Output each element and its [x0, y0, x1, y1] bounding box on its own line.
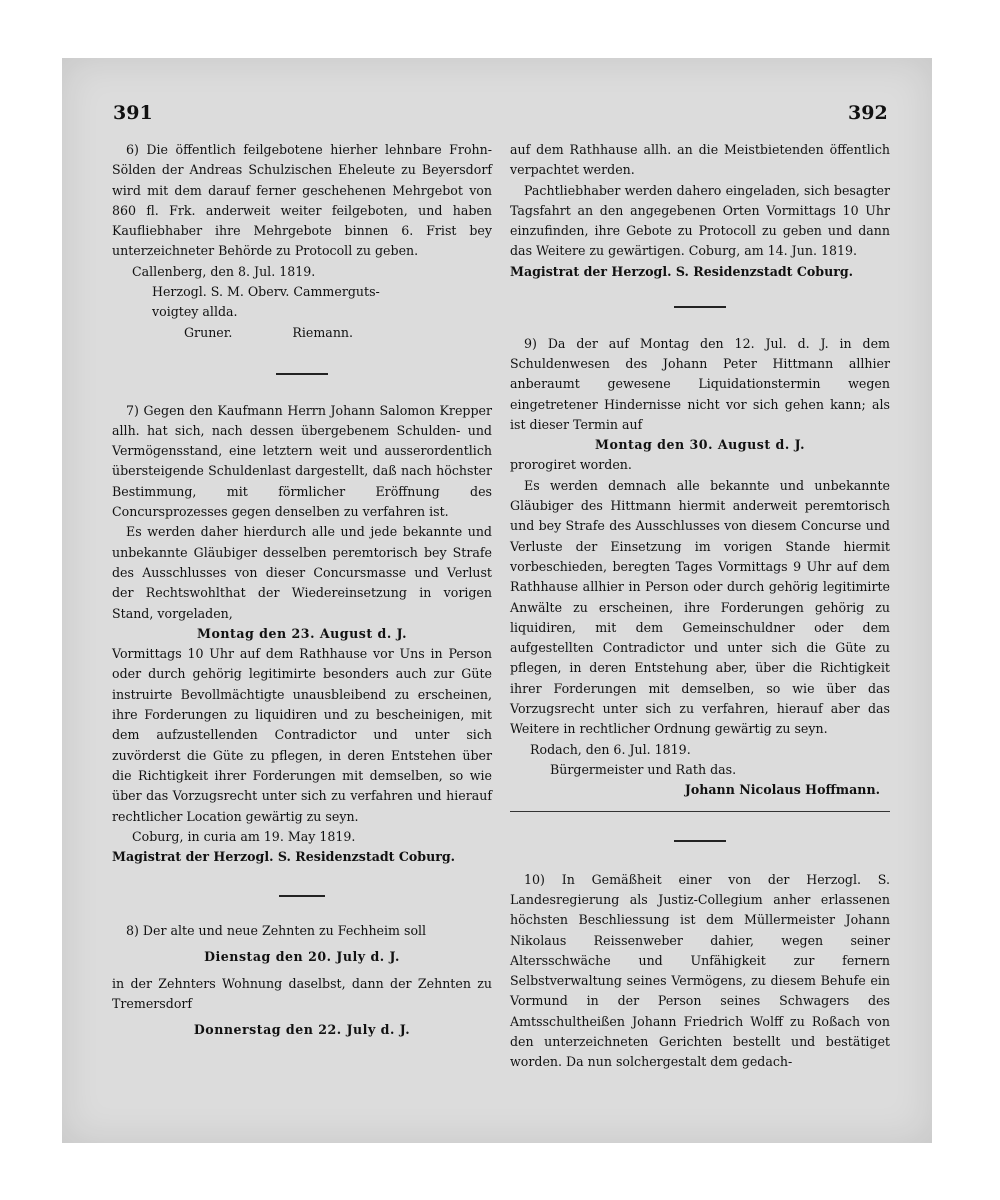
section-divider — [279, 895, 325, 897]
left-column — [112, 140, 492, 1040]
notice-9-summons: Es werden demnach alle bekannte und unbekannte Gläubiger des Hittmann hiermit anderweit peremtorisch und bey Strafe des Ausschlusses von diesem Concurse und Verluste der Einsetzung im vorigen Stande hiermit vorbeschieden, beregten Tages Vormittags 9 Uhr auf dem Rathhause allhier in Person oder durch gehörig legitimirte Anwälte zu erscheinen, ihre Forderungen gehörig zu liquidiren, mit dem Gemeinschuldner oder dem aufgestellten Contradictor und unter sich die Güte zu pflegen, in deren Entstehung aber, über die Richtigkeit ihrer Forderungen mit demselben, so wie über das Vorzugsrecht unter sich zu verfahren, hierauf aber das Weitere in rechtlicher Ordnung gewärtig zu seyn. — [510, 477, 890, 737]
notice-6-authority-cont: voigtey allda. — [152, 304, 238, 320]
section-divider — [674, 840, 726, 842]
notice-9-date: Montag den 30. August d. J. — [595, 437, 805, 453]
notice-8-text-cont: in der Zehnters Wohnung daselbst, dann der Zehnten zu Tremersdorf — [112, 975, 492, 1011]
notice-9-authority: Bürgermeister und Rath das. — [550, 761, 737, 777]
notice-9-intro: 9) Da der auf Montag den 12. Jul. d. J. in dem Schuldenwesen des Johann Peter Hittmann allhier anberaumt gewesene Liquidationstermin wegen eingetretener Hindernisse nicht vor sich gehen kann; als ist dieser Termin auf — [510, 335, 890, 432]
notice-7-place-date: Coburg, in curia am 19. May 1819. — [132, 828, 356, 844]
notice-10-text: 10) In Gemäßheit einer von der Herzogl. S. Landesregierung als Justiz-Collegium anher erlassenen höchsten Beschliessung ist dem Müllermeister Johann Nikolaus Reissenweber dahier, wegen seiner Altersschwäche und Unfähigkeit zur fernern Selbstverwaltung seines Vermögens, zu diesem Behufe ein Vormund in der Person seines Schwagers des Amtsschultheißen Johann Friedrich Wolff zu Roßach von den unterzeichneten Gerichten bestellt und bestätiget worden. Da nun solchergestalt dem gedach- — [510, 871, 890, 1070]
section-divider — [276, 373, 328, 375]
notice-7-authority: Magistrat der Herzogl. S. Residenzstadt Coburg. — [112, 849, 456, 865]
section-rule — [510, 811, 890, 813]
right-column — [510, 140, 890, 1073]
notice-6-authority: Herzogl. S. M. Oberv. Cammerguts- — [152, 284, 380, 300]
notice-9-prorogued: prorogiret worden. — [510, 457, 632, 473]
notice-9-signatory: Johann Nicolaus Hoffmann. — [684, 782, 880, 798]
notice-8-date-1: Dienstag den 20. July d. J. — [204, 949, 400, 965]
notice-9-place-date: Rodach, den 6. Jul. 1819. — [530, 741, 691, 757]
notice-8-date-2: Donnerstag den 22. July d. J. — [193, 1022, 411, 1038]
notice-7-date: Montag den 23. August d. J. — [197, 625, 407, 641]
notice-8-text: 8) Der alte und neue Zehnten zu Fechheim soll — [126, 922, 427, 938]
notice-7-summons: Es werden daher hierdurch alle und jede bekannte und unbekannte Gläubiger desselben peremtorisch bey Strafe des Ausschlusses von dieser Concursmasse und Verlust der Rechtswohlthat der Wiedereinsetzung in vorigen Stand, vorgeladen, — [112, 524, 492, 621]
page-number-right: 392 — [848, 102, 888, 124]
notice-7-instructions: Vormittags 10 Uhr auf dem Rathhause vor Uns in Person oder durch gehörig legitimirte besonders auch zur Güte instruirte Bevollmächtigte unausbleibend zu erscheinen, ihre Forderungen zu liquidiren und zu bescheinigen, mit dem aufzustellenden Contradictor und unter sich zuvörderst die Güte zu pflegen, in deren Entstehen über die Richtigkeit ihrer Forderungen mit demselben, so wie über das Vorzugsrecht unter sich zu verfahren und hierauf rechtlicher Location gewärtig zu seyn. — [112, 646, 492, 824]
signatory-gruner: Gruner. — [184, 324, 233, 340]
notice-6-text: 6) Die öffentlich feilgebotene hierher lehnbare Frohn-Sölden der Andreas Schulzischen Eheleute zu Beyersdorf wird mit dem darauf ferner geschehenen Mehrgebot von 860 fl. Frk. anderweit weiter feilgeboten, und haben Kaufliebhaber ihre Mehrgebote binnen 6. Frist bey unterzeichneter Behörde zu Protocoll zu geben. — [112, 142, 492, 259]
notice-8-authority: Magistrat der Herzogl. S. Residenzstadt Coburg. — [510, 263, 854, 279]
section-divider — [674, 306, 726, 308]
notice-6-place-date: Callenberg, den 8. Jul. 1819. — [132, 263, 316, 279]
notice-7-intro: 7) Gegen den Kaufmann Herrn Johann Salomon Krepper allh. hat sich, nach dessen übergebenem Schulden- und Vermögensstand, eine letztern weit und ausserordentlich übersteigende Schuldenlast dargestellt, daß nach höchster Bestimmung, mit förmlicher Eröffnung des Concursprozesses gegen denselben zu verfahren ist. — [112, 402, 492, 520]
notice-8-continuation: auf dem Rathhause allh. an die Meistbietenden öffentlich verpachtet werden. — [510, 142, 890, 178]
notice-8-invitation: Pachtliebhaber werden dahero eingeladen, sich besagter Tagsfahrt an den angegebenen Orten Vormittags 10 Uhr einzufinden, ihre Gebote zu Protocoll zu geben und dann das Weitere zu gewärtigen. Coburg, am 14. Jun. 1819. — [510, 182, 890, 259]
page-number-left: 391 — [113, 102, 153, 124]
signatory-riemann: Riemann. — [292, 324, 354, 340]
notice-6-signatories — [112, 323, 492, 343]
